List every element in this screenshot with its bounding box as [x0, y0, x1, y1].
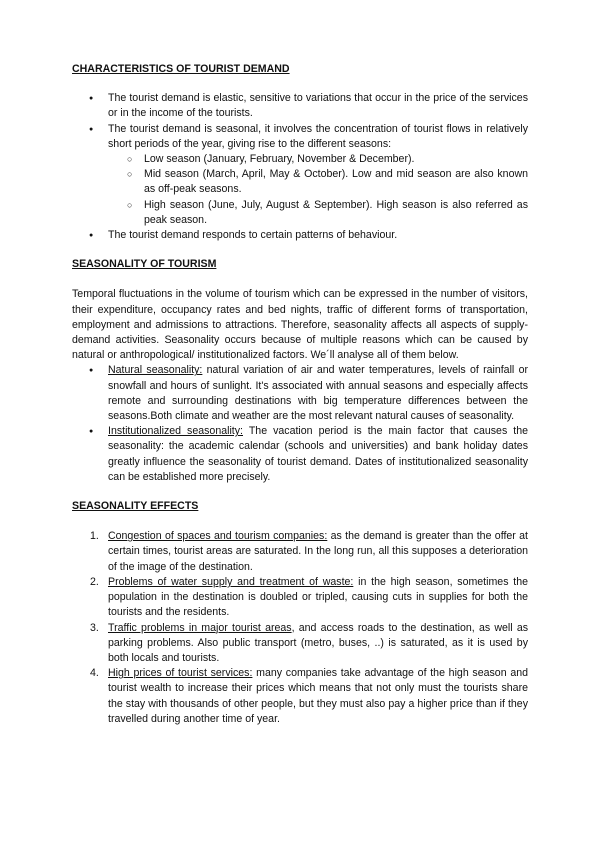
list-item-natural-seasonality	[72, 363, 528, 424]
list-item: ● The tourist demand is elastic, sensitive to variations that occur in the price of the services or in the income of the tourists.	[72, 91, 528, 121]
section-title-characteristics: CHARACTERISTICS OF TOURIST DEMAND	[72, 63, 290, 75]
effect-description: many companies take advantage of the high season and tourist wealth to increase their prices which means that not only must the tourists share the stay with thousands of other people, but they must also pay a higher price than if they travelled during another time of year.	[108, 667, 528, 725]
list-item-text: The tourist demand is seasonal, it involves the concentration of tourist flows in relatively short periods of the year, giving rise to the different seasons:	[108, 122, 528, 150]
list-item	[72, 122, 528, 228]
section-title-effects: SEASONALITY EFFECTS	[72, 500, 199, 513]
effect-term: High prices of tourist services:	[108, 667, 253, 680]
effect-item	[72, 621, 528, 667]
term-description: natural variation of air and water temperatures, levels of rainfall or snowfall and hours of sunlight. It's associated with annual seasons and especially affects remote and surrounding destinations with big temperature differences between the seasons.Both climate and weather are the most relevant natural causes of seasonality.	[108, 364, 528, 423]
effect-term: Traffic problems in major tourist areas	[108, 621, 292, 634]
effect-description: in the high season, sometimes the population in the destination is doubled or tripled, causing cuts in supplies for both the tourists and the residents.	[108, 575, 528, 619]
season-item-mid: ○ Mid season (March, April, May & October). Low and mid season are also known as off-peak seasons.	[72, 167, 528, 197]
item-number: 1.	[90, 530, 99, 543]
term-institutionalized-seasonality: Institutionalized seasonality:	[108, 425, 243, 438]
effects-list	[72, 529, 528, 727]
item-number: 2.	[90, 575, 99, 588]
effect-term: Congestion of spaces and tourism companies:	[108, 530, 328, 543]
item-number: 4.	[90, 667, 99, 680]
season-item-high: ○ High season (June, July, August & September). High season is also referred as peak season.	[72, 198, 528, 228]
effect-description: , and access roads to the destination, as well as parking problems. Also public transport (metro, buses, ..) is saturated, as it is used by both locals and tourists.	[108, 621, 529, 664]
effect-item	[72, 529, 528, 575]
seasonality-factors-list	[72, 363, 528, 485]
effect-term: Problems of water supply and treatment of waste:	[108, 575, 354, 588]
list-item: ● The tourist demand responds to certain patterns of behaviour.	[72, 228, 528, 243]
effect-description: as the demand is greater than the offer at certain times, tourist areas are saturated. In the long run, all this supposes a deterioration of the image of the destination.	[108, 530, 528, 573]
item-number: 3.	[90, 621, 99, 634]
seasonality-intro: Temporal fluctuations in the volume of tourism which can be expressed in the number of visitors, their expenditure, occupancy rates and bed nights, traffic of different forms of transportation, employment and admissions to attractions. Therefore, seasonality affects all aspects of supply-demand activities. Seasonality occurs because of multiple reasons which can be caused by natural or anthropological/ institutionalized factors. We´ll analyse all of them below.	[72, 288, 528, 362]
effect-item	[72, 575, 528, 621]
document-page	[72, 62, 528, 727]
list-item-institutionalized-seasonality	[72, 424, 528, 485]
effect-item	[72, 666, 528, 727]
section-title-seasonality: SEASONALITY OF TOURISM	[72, 258, 217, 271]
term-natural-seasonality: Natural seasonality:	[108, 364, 203, 377]
season-item-low: ○ Low season (January, February, November & December).	[72, 152, 528, 167]
term-description: The vacation period is the main factor that causes the seasonality: the academic calendar (schools and universities) and bank holiday dates greatly influence the seasonality of tourist demand. Dates of institutionalized seasonality can be established more precisely.	[108, 425, 528, 483]
seasons-list	[72, 152, 528, 228]
characteristics-list	[72, 91, 528, 243]
